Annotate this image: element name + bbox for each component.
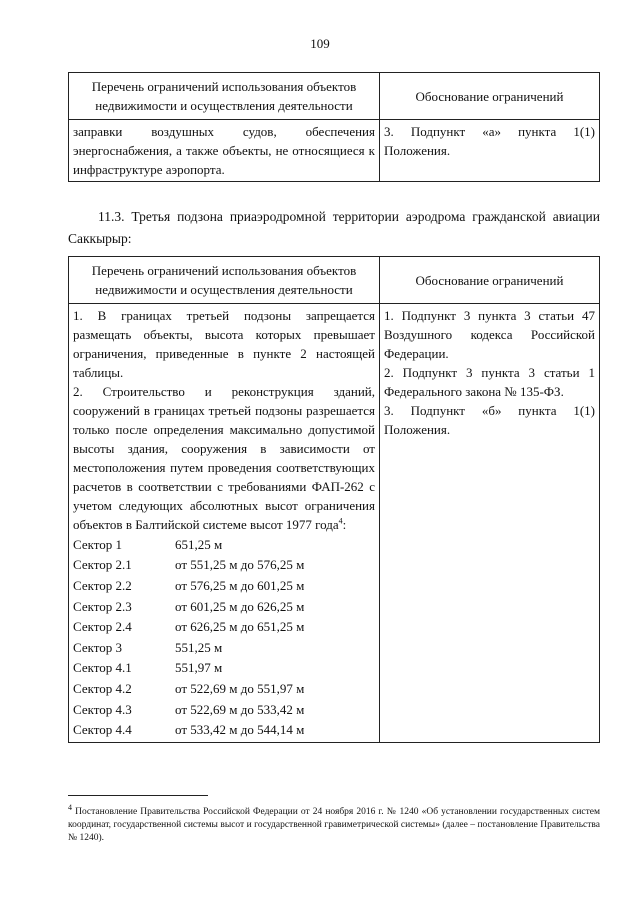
restrictions-table-continued	[68, 72, 600, 182]
footnote-mark: 4	[68, 802, 72, 812]
footnote-divider	[68, 795, 208, 796]
footnote-text: Постановление Правительства Российской Федерации от 24 ноября 2016 г. № 1240 «Об установлении государственных систем координат, государственной системы высот и государственной гравиметрической системы» (далее – постановление Правительства № 1240).	[68, 807, 600, 843]
sector-name: Сектор 2.3	[73, 598, 132, 614]
sector-name: Сектор 2.4	[73, 619, 132, 635]
sector-row	[73, 534, 375, 555]
sector-height: от 576,25 м до 601,25 м	[175, 577, 305, 593]
sector-name: Сектор 4.4	[73, 722, 132, 738]
basis-item-3: 3. Подпункт «б» пункта 1(1) Положения.	[384, 403, 595, 437]
sector-height: 551,25 м	[175, 639, 223, 655]
sector-height: от 626,25 м до 651,25 м	[175, 619, 305, 635]
sector-height: 651,25 м	[175, 536, 223, 552]
table-row	[69, 120, 600, 182]
page-number: 109	[310, 36, 330, 51]
sector-height: от 601,25 м до 626,25 м	[175, 598, 305, 614]
footnote-reference[interactable]: 4	[338, 516, 343, 526]
header-restrictions: Перечень ограничений использования объектов недвижимости и осуществления деятельности	[69, 73, 380, 120]
sector-height: от 533,42 м до 544,14 м	[175, 722, 305, 738]
restriction-item-1: 1. В границах третьей подзоны запрещается размещать объекты, высота которых превышает ограничения, приведенные в пункте 2 настоящей таблицы.	[73, 308, 375, 380]
header-restrictions: Перечень ограничений использования объектов недвижимости и осуществления деятельности	[69, 257, 380, 304]
sector-name: Сектор 4.2	[73, 680, 132, 696]
sector-height: от 522,69 м до 533,42 м	[175, 701, 305, 717]
sector-height: от 522,69 м до 551,97 м	[175, 680, 305, 696]
basis-item-2: 2. Подпункт 3 пункта 3 статьи 1 Федерального закона № 135-ФЗ.	[384, 365, 595, 399]
sector-row	[73, 699, 375, 720]
header-basis: Обоснование ограничений	[380, 73, 600, 120]
sector-name: Сектор 2.1	[73, 557, 132, 573]
sector-name: Сектор 2.2	[73, 577, 132, 593]
sector-row	[73, 555, 375, 576]
sector-row	[73, 678, 375, 699]
sector-list	[73, 534, 375, 740]
table-header-row	[69, 257, 600, 304]
restriction-cell: заправки воздушных судов, обеспечения энергоснабжения, а также объекты, не относящиеся к инфраструктуре аэропорта.	[69, 120, 380, 182]
basis-item-1: 1. Подпункт 3 пункта 3 статьи 47 Воздушного кодекса Российской Федерации.	[384, 308, 595, 361]
restriction-item-2	[73, 382, 375, 534]
sector-row	[73, 719, 375, 740]
table-header-row	[69, 73, 600, 120]
table-row	[69, 304, 600, 743]
sector-row	[73, 637, 375, 658]
sector-name: Сектор 1	[73, 536, 123, 552]
sector-row	[73, 596, 375, 617]
section-heading: 11.3. Третья подзона приаэродромной территории аэродрома гражданской авиации Саккырыр:	[68, 209, 600, 246]
sector-row	[73, 658, 375, 679]
restriction-item-2-suffix: :	[342, 517, 347, 532]
basis-cell: 3. Подпункт «а» пункта 1(1) Положения.	[380, 120, 600, 182]
sector-name: Сектор 4.3	[73, 701, 132, 717]
third-subzone-table	[68, 256, 600, 743]
sector-row	[73, 616, 375, 637]
sector-row	[73, 575, 375, 596]
basis-cell	[380, 304, 600, 743]
restriction-item-2-text: 2. Строительство и реконструкция зданий, сооружений в границах третьей подзоны разрешается только после определения максимально допустимой высоты здания, сооружения в зависимости от местоположения путем проведения соответствующих расчетов в соответствии с требованиями ФАП-262 с учетом следующих абсолютных высот ограничения объектов в Балтийской системе высот 1977 года	[73, 384, 375, 532]
sector-height: от 551,25 м до 576,25 м	[175, 557, 305, 573]
header-basis: Обоснование ограничений	[380, 257, 600, 304]
sector-name: Сектор 4.1	[73, 660, 132, 676]
sector-height: 551,97 м	[175, 660, 223, 676]
footnote	[68, 802, 600, 845]
sector-name: Сектор 3	[73, 639, 123, 655]
restrictions-cell	[69, 304, 380, 743]
